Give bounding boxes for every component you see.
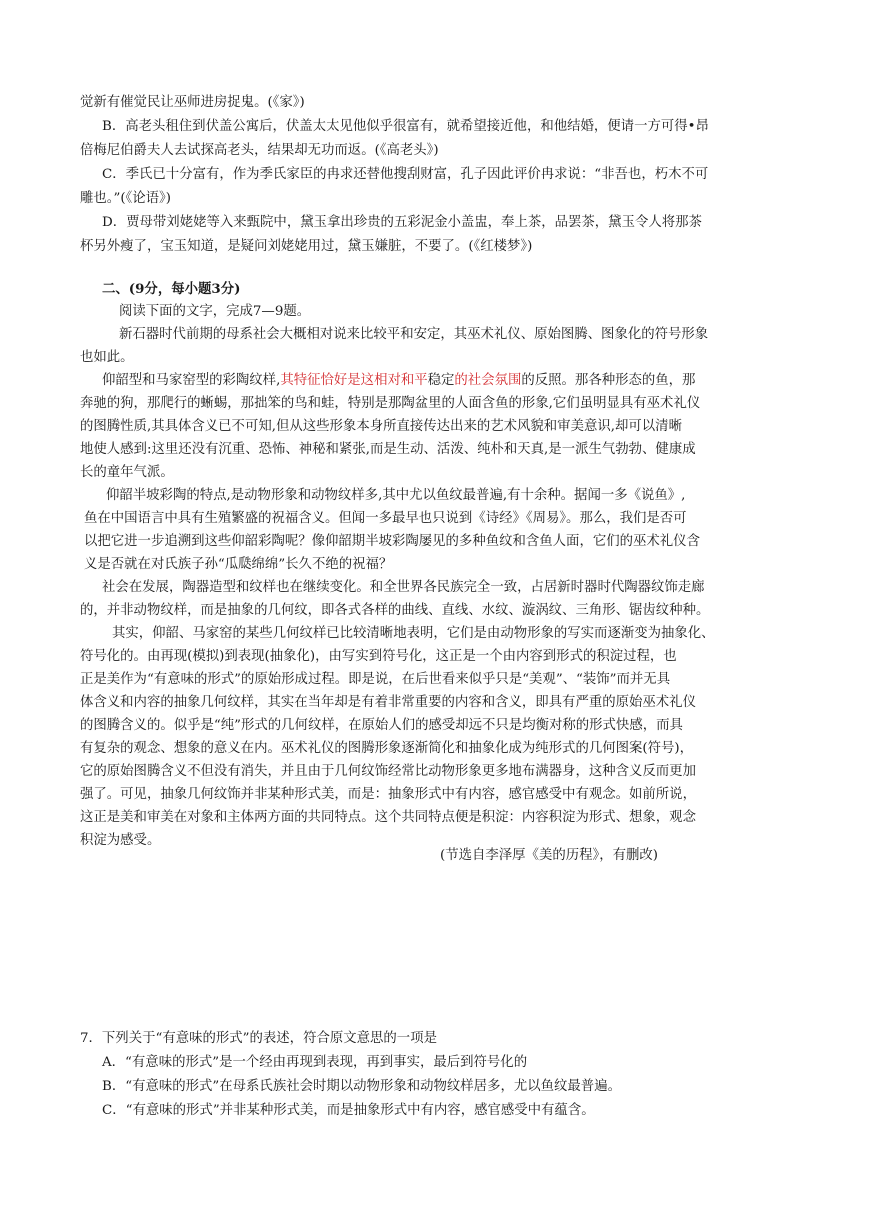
passage-line: 积淀为感受。 — [80, 833, 161, 848]
passage-line: 义是否就在对氏族子孙“瓜瓞绵绵”长久不绝的祝福？ — [84, 557, 393, 572]
passage-line: 奔驰的狗，那爬行的蜥蜴，那拙笨的鸟和蛙，特别是那陶盆里的人面含鱼的形象,它们虽明显具有巫术礼仪 — [80, 396, 701, 411]
passage-line: 社会在发展，陶器造型和纹样也在继续变化。和全世界各民族完全一致，占居新时器时代陶器纹饰走廊 — [102, 580, 705, 595]
section-heading: 二、(9分，每小题3分) — [102, 281, 241, 297]
question-stem: 7．下列关于“有意味的形式”的表述，符合原文意思的一项是 — [80, 1031, 437, 1046]
passage-line: 以把它进一步追溯到这些仰韶彩陶呢？像仰韶期半坡彩陶屡见的多种鱼纹和含鱼人面，它们的巫术礼仪含 — [84, 534, 700, 549]
option-d-line: D．贾母带刘姥姥等入来甄院中，黛玉拿出珍贵的五彩泥金小盖盅，奉上茶，品罢茶，黛玉令人将那茶 — [102, 215, 702, 230]
highlighted-text: 其特征恰好是这相对和平 — [280, 373, 428, 388]
option-a: A．“有意味的形式”是一个经由再现到表现，再到事实，最后到符号化的 — [102, 1055, 528, 1070]
text-line: 倍梅尼伯爵夫人去试探高老头，结果却无功而返。(《高老头》) — [80, 143, 439, 158]
passage-line: 的，并非动物纹样，而是抽象的几何纹，即各式各样的曲线、直线、水纹、漩涡纹、三角形、锯齿纹种种。 — [80, 603, 710, 618]
highlighted-text: 的社会氛围 — [454, 373, 522, 388]
option-b-line: B．高老头租住到伏盖公寓后，伏盖太太见他似乎很富有，就希望接近他，和他结婚，便请一方可得•昂 — [102, 119, 709, 134]
passage-line: 也如此。 — [80, 350, 134, 365]
passage-line: 新石器时代前期的母系社会大概相对说来比较平和安定，其巫术礼仪、原始图腾、图象化的符号形象 — [119, 327, 709, 342]
passage-line — [102, 371, 695, 391]
source-citation: (节选自李泽厚《美的历程》，有删改) — [440, 848, 658, 863]
section-instruction: 阅读下面的文字，完成7—9题。 — [119, 304, 311, 319]
option-b: B．“有意味的形式”在母系氏族社会时期以动物形象和动物纹样居多，尤以鱼纹最普遍。 — [102, 1079, 621, 1094]
passage-line: 这正是美和审美在对象和主体两方面的共同特点。这个共同特点便是积淀：内容积淀为形式、想象，观念 — [80, 810, 696, 825]
passage-line: 地使人感到:这里还没有沉重、恐怖、神秘和紧张,而是生动、活泼、纯朴和天真,是一派生气勃勃、健康成 — [80, 442, 696, 457]
passage-line: 其实，仰韶、马家窑的某些几何纹样已比较清晰地表明，它们是由动物形象的写实而逐渐变为抽象化、 — [112, 626, 715, 641]
passage-line: 的图腾含义的。似乎是“纯”形式的几何纹样，在原始人们的感受却远不只是均衡对称的形式快感，而具 — [80, 718, 683, 733]
passage-line: 它的原始图腾含义不但没有消失，并且由于几何纹饰经常比动物形象更多地布满器身，这种含义反而更加 — [80, 764, 696, 779]
text-line: 觉新有催觉民让巫师进房捉鬼。(《家》) — [80, 95, 305, 110]
passage-line: 正是美作为“有意味的形式”的原始形成过程。即是说，在后世看来似乎只是“美观”、“装饰”而并无具 — [80, 672, 671, 687]
text-line: 雕也。”(《论语》) — [80, 191, 171, 206]
passage-line: 体含义和内容的抽象几何纹样，其实在当年却是有着非常重要的内容和含义，即具有严重的原始巫术礼仪 — [80, 695, 696, 710]
passage-line: 符号化的。由再现(模拟)到表现(抽象化)，由写实到符号化，这正是一个由内容到形式的积淀过程，也 — [80, 649, 677, 664]
passage-line: 的图腾性质,其具体含义已不可知,但从这些形象本身所直接传达出来的艺术风貌和审美意识,却可以清晰 — [80, 419, 682, 434]
passage-line: 长的童年气派。 — [80, 465, 174, 480]
passage-line: 鱼在中国语言中具有生殖繁盛的祝福含义。但闻一多最早也只说到《诗经》《周易》。那么，我们是否可 — [84, 511, 687, 526]
text-run: 仰韶型和马家窑型的彩陶纹样, — [102, 373, 281, 388]
passage-line: 有复杂的观念、想象的意义在内。巫术礼仪的图腾形象逐渐简化和抽象化成为纯形式的几何图案(符号)， — [80, 741, 694, 756]
passage-line: 仰韶半坡彩陶的特点,是动物形象和动物纹样多,其中尤以鱼纹最普遍,有十余种。据闻一多《说鱼》, — [106, 488, 686, 503]
option-c-line: C．季氏已十分富有，作为季氏家臣的冉求还替他搜刮财富，孔子因此评价冉求说：“非吾也，朽木不可 — [102, 167, 709, 182]
passage-line: 强了。可见，抽象几何纹饰并非某种形式美，而是：抽象形式中有内容，感官感受中有观念。如前所说， — [80, 787, 696, 802]
text-run: 稳定 — [427, 373, 455, 388]
text-line: 杯另外瘦了，宝玉知道，是疑问刘姥姥用过，黛玉嫌脏，不要了。(《红楼梦》) — [80, 239, 533, 254]
option-c: C．“有意味的形式”并非某种形式美，而是抽象形式中有内容，感官感受中有蕴含。 — [102, 1103, 595, 1118]
text-run: 的反照。那各种形态的鱼，那 — [521, 373, 696, 388]
